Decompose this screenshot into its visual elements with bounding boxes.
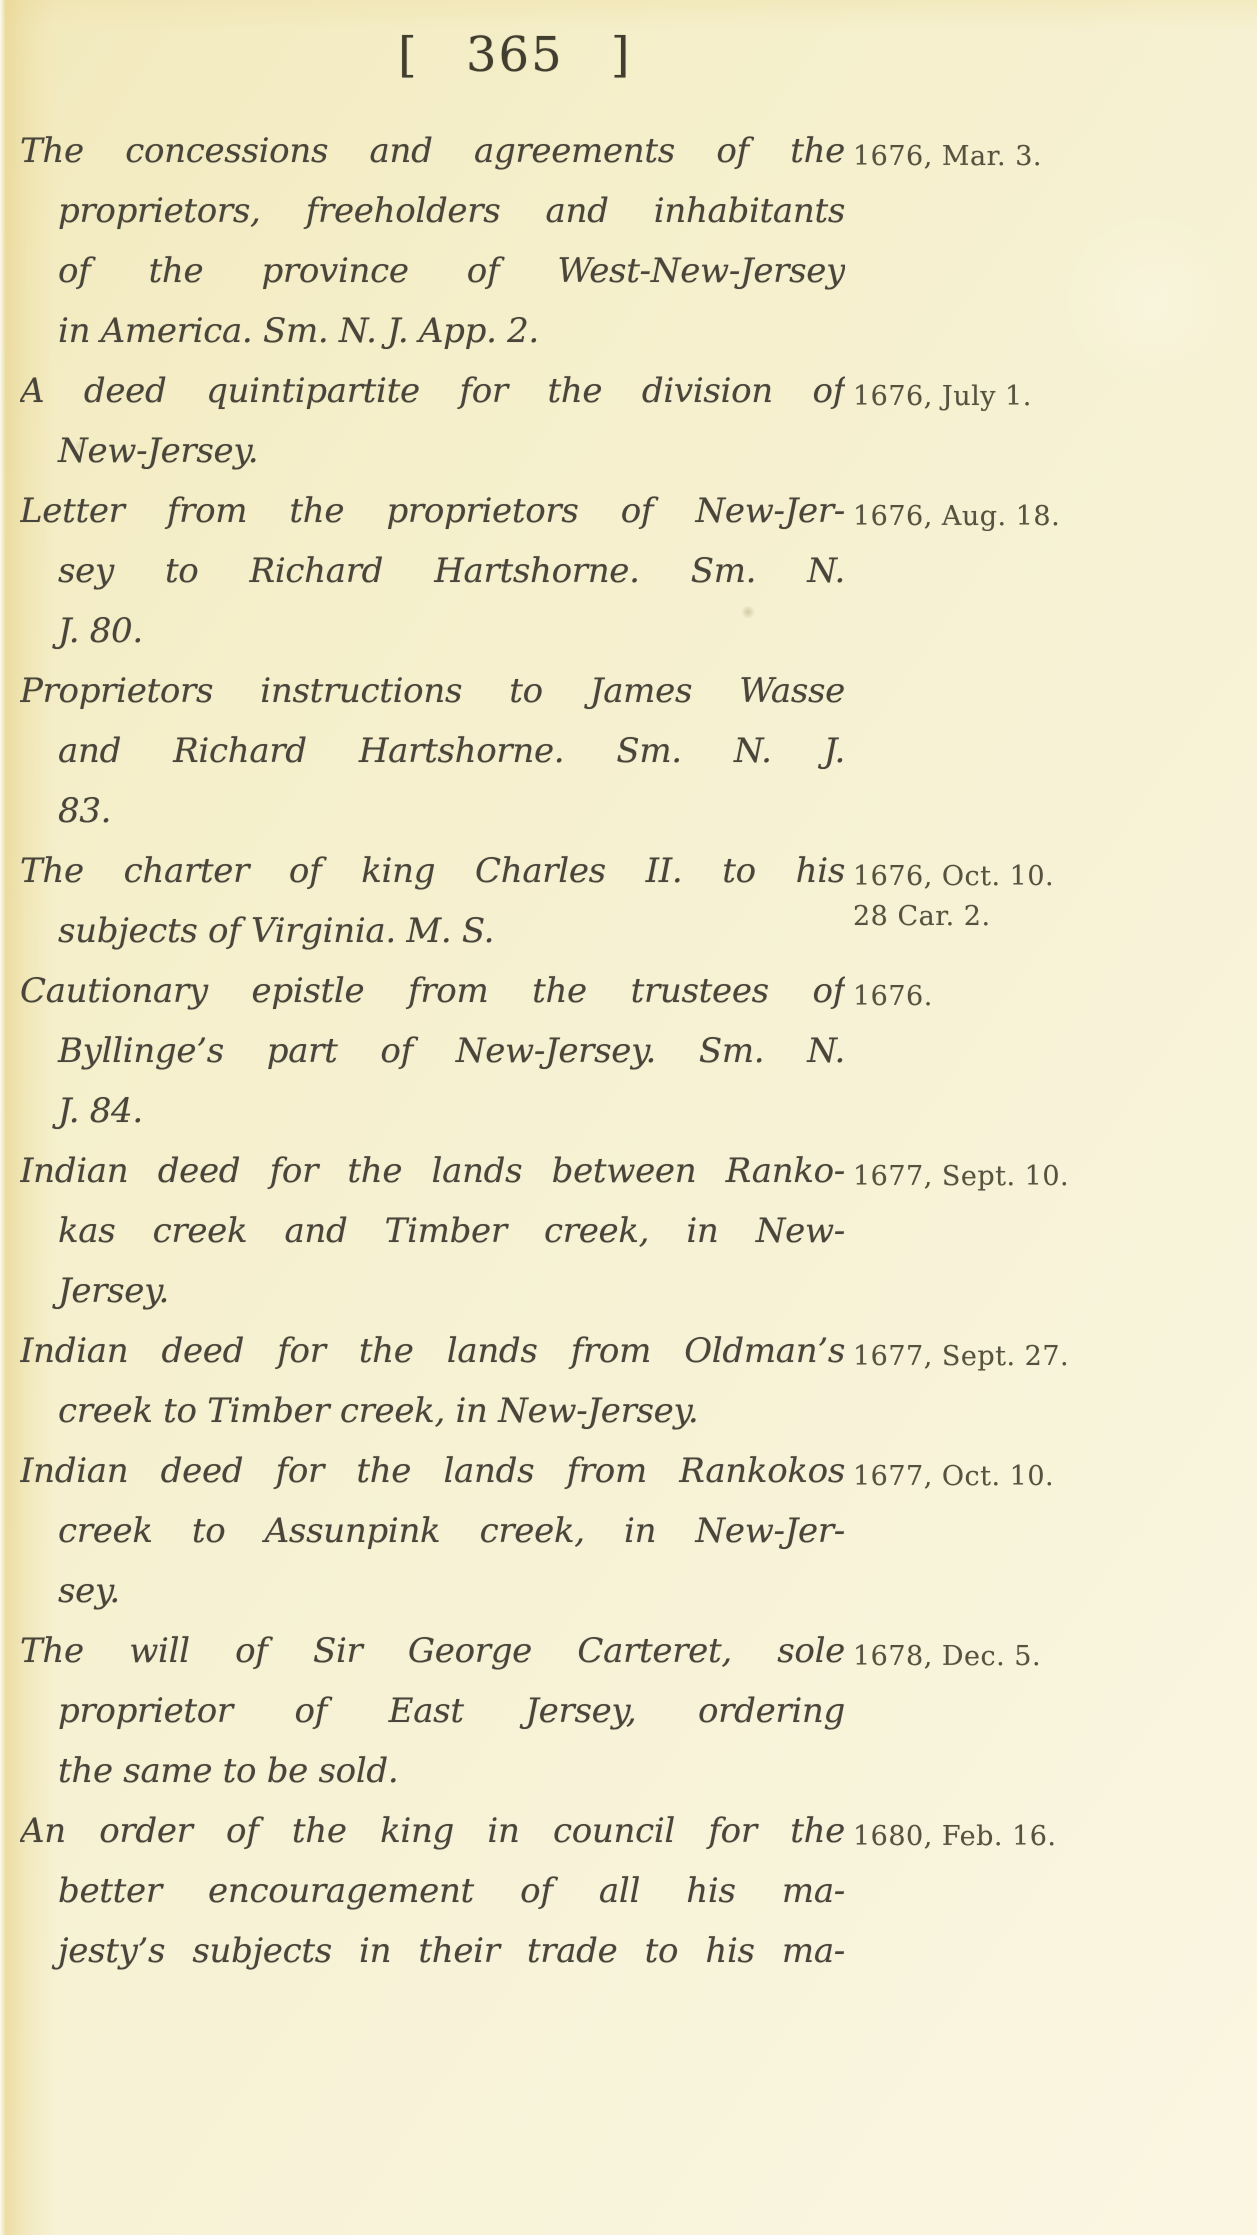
entry-title xyxy=(20,841,845,961)
entry-line: in America. Sm. N. J. App. 2. xyxy=(58,311,539,351)
entry-row xyxy=(20,1441,1257,1621)
entry-row xyxy=(20,1801,1257,1981)
entry-line: Byllinge’s part of New-Jersey. Sm. N. xyxy=(58,1031,845,1071)
entry-title xyxy=(20,121,845,361)
entry-title xyxy=(20,1141,845,1321)
entry-date-column xyxy=(845,841,1257,937)
entry-date: 1677, Sept. 27. xyxy=(853,1341,1070,1372)
entry-line: Letter from the proprietors of New-Jer- xyxy=(20,491,845,531)
entry-date: 1676, July 1. xyxy=(853,381,1032,412)
entry-title xyxy=(20,961,845,1141)
entry-line: proprietor of East Jersey, ordering xyxy=(58,1691,845,1731)
entry-line: A deed quintipartite for the division of xyxy=(20,371,845,411)
entry-line: creek to Assunpink creek, in New-Jer- xyxy=(58,1511,845,1551)
entry-date: 1678, Dec. 5. xyxy=(853,1641,1042,1672)
entry-line: An order of the king in council for the xyxy=(20,1811,845,1851)
entry-date-column xyxy=(845,1621,1257,1677)
entry-line: better encouragement of all his ma- xyxy=(58,1871,845,1911)
entry-line: sey to Richard Hartshorne. Sm. N. xyxy=(58,551,845,591)
entry-title xyxy=(20,1321,845,1441)
entry-row xyxy=(20,841,1257,961)
entry-line: Indian deed for the lands from Oldman’s xyxy=(20,1331,845,1371)
entry-line: Proprietors instructions to James Wasse xyxy=(20,671,845,711)
entry-line: Jersey. xyxy=(58,1271,169,1311)
entry-line: subjects of Virginia. M. S. xyxy=(58,911,495,951)
entry-line: New-Jersey. xyxy=(58,431,259,471)
entry-date-column xyxy=(845,361,1257,417)
entry-date-column xyxy=(845,1801,1257,1857)
entry-date-column xyxy=(845,961,1257,1017)
entry-line: Indian deed for the lands between Ranko- xyxy=(20,1151,845,1191)
entry-date-column xyxy=(845,661,1257,677)
entry-date-column xyxy=(845,1441,1257,1497)
entry-title xyxy=(20,361,845,481)
entry-line: J. 80. xyxy=(58,611,143,651)
entry-row xyxy=(20,481,1257,661)
entry-line: The will of Sir George Carteret, sole xyxy=(20,1631,845,1671)
entry-title xyxy=(20,661,845,841)
entry-date: 1680, Feb. 16. xyxy=(853,1821,1057,1852)
entry-row xyxy=(20,361,1257,481)
entry-line: proprietors, freeholders and inhabitants xyxy=(58,191,845,231)
entry-line: sey. xyxy=(58,1571,120,1611)
page-number: [ 365 ] xyxy=(398,27,632,83)
entry-line: creek to Timber creek, in New-Jersey. xyxy=(58,1391,699,1431)
entry-date-column xyxy=(845,1321,1257,1377)
entry-line: The charter of king Charles II. to his xyxy=(20,851,845,891)
entry-title xyxy=(20,1441,845,1621)
entry-title xyxy=(20,1801,845,1981)
entry-date: 1677, Oct. 10. xyxy=(853,1461,1055,1492)
entry-date: 1677, Sept. 10. xyxy=(853,1161,1070,1192)
entry-date: 28 Car. 2. xyxy=(853,901,991,932)
entry-line: the same to be sold. xyxy=(58,1751,399,1791)
entry-row xyxy=(20,961,1257,1141)
entry-row xyxy=(20,1621,1257,1801)
entry-date: 1676, Aug. 18. xyxy=(853,501,1061,532)
entry-line: kas creek and Timber creek, in New- xyxy=(58,1211,845,1251)
entry-date-column xyxy=(845,481,1257,537)
entry-date-column xyxy=(845,121,1257,177)
entry-date: 1676, Oct. 10. xyxy=(853,861,1055,892)
entry-line: The concessions and agreements of the xyxy=(20,131,845,171)
entry-title xyxy=(20,481,845,661)
entry-line: jesty’s subjects in their trade to his ma- xyxy=(58,1931,845,1971)
entry-list xyxy=(20,121,1257,1981)
entry-row xyxy=(20,1141,1257,1321)
entry-row xyxy=(20,121,1257,361)
entry-row xyxy=(20,1321,1257,1441)
entry-row xyxy=(20,661,1257,841)
entry-date: 1676, Mar. 3. xyxy=(853,141,1042,172)
entry-line: J. 84. xyxy=(58,1091,143,1131)
entry-line: 83. xyxy=(58,791,112,831)
entry-date: 1676. xyxy=(853,981,933,1012)
entry-title xyxy=(20,1621,845,1801)
entry-date-column xyxy=(845,1141,1257,1197)
entry-line: of the province of West-New-Jersey xyxy=(58,251,845,291)
entry-line: Cautionary epistle from the trustees of xyxy=(20,971,845,1011)
entry-line: Indian deed for the lands from Rankokos xyxy=(20,1451,845,1491)
entry-line: and Richard Hartshorne. Sm. N. J. xyxy=(58,731,845,771)
